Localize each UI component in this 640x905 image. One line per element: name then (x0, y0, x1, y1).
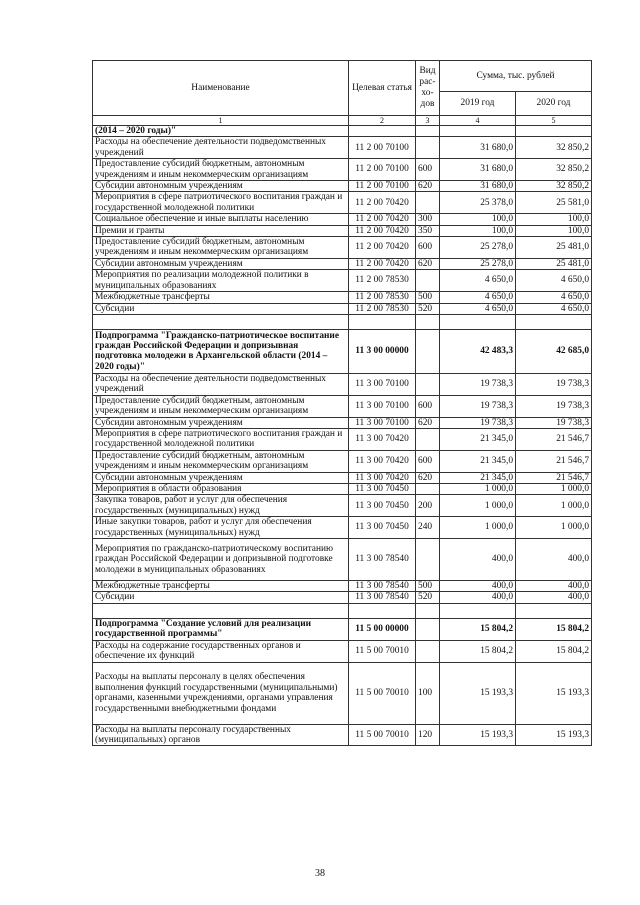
row-name: Подпрограмма "Гражданско-патриотическое воспитание граждан Российской Федерации и допризывная подготовка молодежи в Архангельской области (2014 – 2020 годы)" (93, 329, 349, 373)
row-sum-2019: 400,0 (440, 581, 516, 592)
column-index: 1 (93, 116, 349, 126)
header-article: Целевая статья (349, 61, 416, 116)
row-expense-type: 600 (416, 395, 440, 417)
row-name: Социальное обеспечение и иные выплаты населению (93, 214, 349, 225)
row-article: 11 3 00 70100 (349, 395, 416, 417)
row-expense-type (416, 640, 440, 662)
row-sum-2019: 1 000,0 (440, 495, 516, 517)
row-name: Мероприятия по гражданско-патриотическому воспитанию граждан Российской Федерации и допризывной подготовке молодежи в муниципальных образованиях (93, 539, 349, 581)
row-name: (2014 – 2020 годы)" (93, 126, 349, 137)
row-name: Расходы на выплаты персоналу в целях обеспечения выполнения функций государственными (муниципальными) органами, казенными учреждениями, органами управления государственными внебюджетными фондами (93, 662, 349, 724)
table-row (93, 450, 592, 472)
section-row (93, 329, 592, 373)
table-row (93, 517, 592, 539)
row-expense-type (416, 329, 440, 373)
row-sum-2019: 15 804,2 (440, 640, 516, 662)
row-sum-2019: 15 193,3 (440, 662, 516, 724)
row-name: Мероприятия в сфере патриотического воспитания граждан и государственной молодежной политики (93, 428, 349, 450)
row-sum-2019: 19 738,3 (440, 373, 516, 395)
row-sum-2020: 400,0 (516, 592, 592, 603)
table-row (93, 137, 592, 159)
section-row (93, 618, 592, 640)
row-article: 11 3 00 00000 (349, 329, 416, 373)
table-row (93, 428, 592, 450)
table-row (93, 724, 592, 746)
table-row (93, 214, 592, 225)
table-row (93, 303, 592, 314)
row-sum-2020: 400,0 (516, 539, 592, 581)
row-name: Предоставление субсидий бюджетным, автономным учреждениям и иным некоммерческим организациям (93, 450, 349, 472)
row-expense-type: 200 (416, 495, 440, 517)
row-name: Субсидии (93, 303, 349, 314)
row-sum-2020: 15 193,3 (516, 724, 592, 746)
row-article: 11 2 00 78530 (349, 292, 416, 303)
row-sum-2019: 4 650,0 (440, 303, 516, 314)
header-sum: Сумма, тыс. рублей (440, 61, 592, 92)
page-number: 38 (315, 868, 325, 879)
empty-cell (416, 314, 440, 329)
row-expense-type (416, 618, 440, 640)
table-row (93, 270, 592, 292)
column-index: 3 (416, 116, 440, 126)
table-row (93, 181, 592, 192)
row-sum-2019: 15 193,3 (440, 724, 516, 746)
row-name: Подпрограмма "Создание условий для реализации государственной программы" (93, 618, 349, 640)
row-sum-2019: 400,0 (440, 539, 516, 581)
row-name: Межбюджетные трансферты (93, 581, 349, 592)
row-article: 11 3 00 78540 (349, 592, 416, 603)
table-body (93, 126, 592, 746)
row-article: 11 2 00 70420 (349, 237, 416, 259)
row-name: Предоставление субсидий бюджетным, автономным учреждениям и иным некоммерческим организациям (93, 395, 349, 417)
table-row (93, 592, 592, 603)
row-sum-2019: 25 378,0 (440, 192, 516, 214)
row-article: 11 3 00 78540 (349, 581, 416, 592)
row-sum-2019: 1 000,0 (440, 517, 516, 539)
row-article: 11 2 00 78530 (349, 270, 416, 292)
row-name: Субсидии автономным учреждениям (93, 417, 349, 428)
row-sum-2020: 21 546,7 (516, 450, 592, 472)
budget-table (92, 60, 592, 746)
row-sum-2020: 15 193,3 (516, 662, 592, 724)
row-article: 11 2 00 70420 (349, 192, 416, 214)
header-year-2020: 2020 год (516, 92, 592, 116)
row-article: 11 3 00 70420 (349, 472, 416, 483)
row-expense-type (416, 483, 440, 494)
row-article: 11 2 00 78530 (349, 303, 416, 314)
empty-cell (349, 603, 416, 618)
row-name: Иные закупки товаров, работ и услуг для обеспечения государственных (муниципальных) нужд (93, 517, 349, 539)
row-sum-2019: 100,0 (440, 225, 516, 236)
row-article: 11 5 00 00000 (349, 618, 416, 640)
empty-cell (516, 603, 592, 618)
row-sum-2019: 25 278,0 (440, 237, 516, 259)
row-sum-2020: 32 850,2 (516, 159, 592, 181)
row-sum-2020: 1 000,0 (516, 483, 592, 494)
row-name: Субсидии автономным учреждениям (93, 258, 349, 269)
row-sum-2019: 15 804,2 (440, 618, 516, 640)
row-article: 11 2 00 70100 (349, 137, 416, 159)
row-expense-type: 620 (416, 472, 440, 483)
row-sum-2020: 400,0 (516, 581, 592, 592)
row-name: Мероприятия в сфере патриотического воспитания граждан и государственной молодежной политики (93, 192, 349, 214)
row-expense-type: 500 (416, 292, 440, 303)
table-row (93, 373, 592, 395)
empty-cell (516, 314, 592, 329)
row-sum-2019: 21 345,0 (440, 450, 516, 472)
row-sum-2019: 4 650,0 (440, 292, 516, 303)
row-expense-type (416, 428, 440, 450)
row-sum-2019 (440, 126, 516, 137)
column-index: 4 (440, 116, 516, 126)
empty-row (93, 314, 592, 329)
row-expense-type: 600 (416, 237, 440, 259)
row-sum-2020: 4 650,0 (516, 270, 592, 292)
row-sum-2020: 32 850,2 (516, 137, 592, 159)
row-name: Расходы на обеспечение деятельности подведомственных учреждений (93, 137, 349, 159)
header-vr: Вид рас- хо- дов (416, 61, 440, 116)
empty-cell (416, 603, 440, 618)
row-sum-2019: 21 345,0 (440, 472, 516, 483)
row-sum-2019: 1 000,0 (440, 483, 516, 494)
empty-cell (93, 314, 349, 329)
row-sum-2019: 4 650,0 (440, 270, 516, 292)
row-expense-type: 620 (416, 258, 440, 269)
row-sum-2020: 15 804,2 (516, 618, 592, 640)
row-article: 11 3 00 70100 (349, 373, 416, 395)
row-sum-2020: 21 546,7 (516, 428, 592, 450)
row-article: 11 3 00 70450 (349, 517, 416, 539)
row-name: Субсидии (93, 592, 349, 603)
row-sum-2020 (516, 126, 592, 137)
row-sum-2019: 21 345,0 (440, 428, 516, 450)
row-name: Расходы на выплаты персоналу государственных (муниципальных) органов (93, 724, 349, 746)
row-sum-2020: 100,0 (516, 214, 592, 225)
row-article (349, 126, 416, 137)
row-expense-type: 600 (416, 159, 440, 181)
row-sum-2020: 4 650,0 (516, 303, 592, 314)
row-name: Расходы на содержание государственных органов и обеспечение их функций (93, 640, 349, 662)
row-article: 11 2 00 70420 (349, 214, 416, 225)
row-name: Предоставление субсидий бюджетным, автономным учреждениям и иным некоммерческим организациям (93, 159, 349, 181)
row-name: Субсидии автономным учреждениям (93, 181, 349, 192)
row-sum-2019: 100,0 (440, 214, 516, 225)
row-sum-2020: 25 481,0 (516, 237, 592, 259)
row-expense-type: 620 (416, 417, 440, 428)
row-article: 11 2 00 70100 (349, 159, 416, 181)
row-sum-2019: 25 278,0 (440, 258, 516, 269)
row-sum-2019: 19 738,3 (440, 417, 516, 428)
row-sum-2020: 25 581,0 (516, 192, 592, 214)
row-name: Субсидии автономным учреждениям (93, 472, 349, 483)
header-name: Наименование (93, 61, 349, 116)
row-name: Межбюджетные трансферты (93, 292, 349, 303)
row-sum-2020: 1 000,0 (516, 517, 592, 539)
table-row (93, 159, 592, 181)
row-expense-type (416, 373, 440, 395)
row-expense-type: 240 (416, 517, 440, 539)
table-row (93, 640, 592, 662)
row-sum-2020: 1 000,0 (516, 495, 592, 517)
table-row (93, 472, 592, 483)
row-sum-2020: 100,0 (516, 225, 592, 236)
row-sum-2020: 32 850,2 (516, 181, 592, 192)
row-expense-type (416, 192, 440, 214)
row-sum-2019: 42 483,3 (440, 329, 516, 373)
row-sum-2019: 31 680,0 (440, 159, 516, 181)
row-expense-type: 350 (416, 225, 440, 236)
row-expense-type: 500 (416, 581, 440, 592)
column-index-row (93, 116, 592, 126)
row-article: 11 3 00 70100 (349, 417, 416, 428)
row-sum-2019: 31 680,0 (440, 181, 516, 192)
row-name: Мероприятия в области образования (93, 483, 349, 494)
row-expense-type: 620 (416, 181, 440, 192)
table-row (93, 483, 592, 494)
table-header (93, 61, 592, 126)
table-row (93, 192, 592, 214)
empty-cell (440, 603, 516, 618)
row-article: 11 2 00 70420 (349, 225, 416, 236)
row-expense-type (416, 126, 440, 137)
row-expense-type (416, 137, 440, 159)
row-sum-2020: 19 738,3 (516, 395, 592, 417)
row-article: 11 3 00 78540 (349, 539, 416, 581)
row-article: 11 3 00 70450 (349, 483, 416, 494)
row-expense-type: 300 (416, 214, 440, 225)
row-article: 11 3 00 70450 (349, 495, 416, 517)
row-name: Расходы на обеспечение деятельности подведомственных учреждений (93, 373, 349, 395)
table-row (93, 258, 592, 269)
row-sum-2020: 42 685,0 (516, 329, 592, 373)
row-name: Закупка товаров, работ и услуг для обеспечения государственных (муниципальных) нужд (93, 495, 349, 517)
table-row (93, 237, 592, 259)
row-sum-2020: 25 481,0 (516, 258, 592, 269)
row-name: Премии и гранты (93, 225, 349, 236)
header-year-2019: 2019 год (440, 92, 516, 116)
column-index: 5 (516, 116, 592, 126)
empty-cell (349, 314, 416, 329)
row-article: 11 2 00 70420 (349, 258, 416, 269)
row-sum-2020: 15 804,2 (516, 640, 592, 662)
row-article: 11 5 00 70010 (349, 662, 416, 724)
table-row (93, 539, 592, 581)
row-article: 11 2 00 70100 (349, 181, 416, 192)
table-row (93, 581, 592, 592)
row-expense-type (416, 539, 440, 581)
row-article: 11 3 00 70420 (349, 450, 416, 472)
row-sum-2020: 21 546,7 (516, 472, 592, 483)
table-row (93, 495, 592, 517)
row-name: Предоставление субсидий бюджетным, автономным учреждениям и иным некоммерческим организациям (93, 237, 349, 259)
row-sum-2019: 31 680,0 (440, 137, 516, 159)
table-row (93, 417, 592, 428)
column-index: 2 (349, 116, 416, 126)
row-sum-2020: 19 738,3 (516, 417, 592, 428)
section-row (93, 126, 592, 137)
row-sum-2020: 4 650,0 (516, 292, 592, 303)
row-sum-2020: 19 738,3 (516, 373, 592, 395)
row-expense-type (416, 270, 440, 292)
row-expense-type: 600 (416, 450, 440, 472)
row-article: 11 5 00 70010 (349, 640, 416, 662)
row-sum-2019: 400,0 (440, 592, 516, 603)
table-row (93, 662, 592, 724)
empty-cell (93, 603, 349, 618)
row-expense-type: 520 (416, 303, 440, 314)
row-article: 11 5 00 70010 (349, 724, 416, 746)
row-article: 11 3 00 70420 (349, 428, 416, 450)
empty-cell (440, 314, 516, 329)
empty-row (93, 603, 592, 618)
row-expense-type: 520 (416, 592, 440, 603)
row-expense-type: 120 (416, 724, 440, 746)
row-sum-2019: 19 738,3 (440, 395, 516, 417)
row-name: Мероприятия по реализации молодежной политики в муниципальных образованиях (93, 270, 349, 292)
table-row (93, 292, 592, 303)
row-expense-type: 100 (416, 662, 440, 724)
table-row (93, 395, 592, 417)
table-row (93, 225, 592, 236)
